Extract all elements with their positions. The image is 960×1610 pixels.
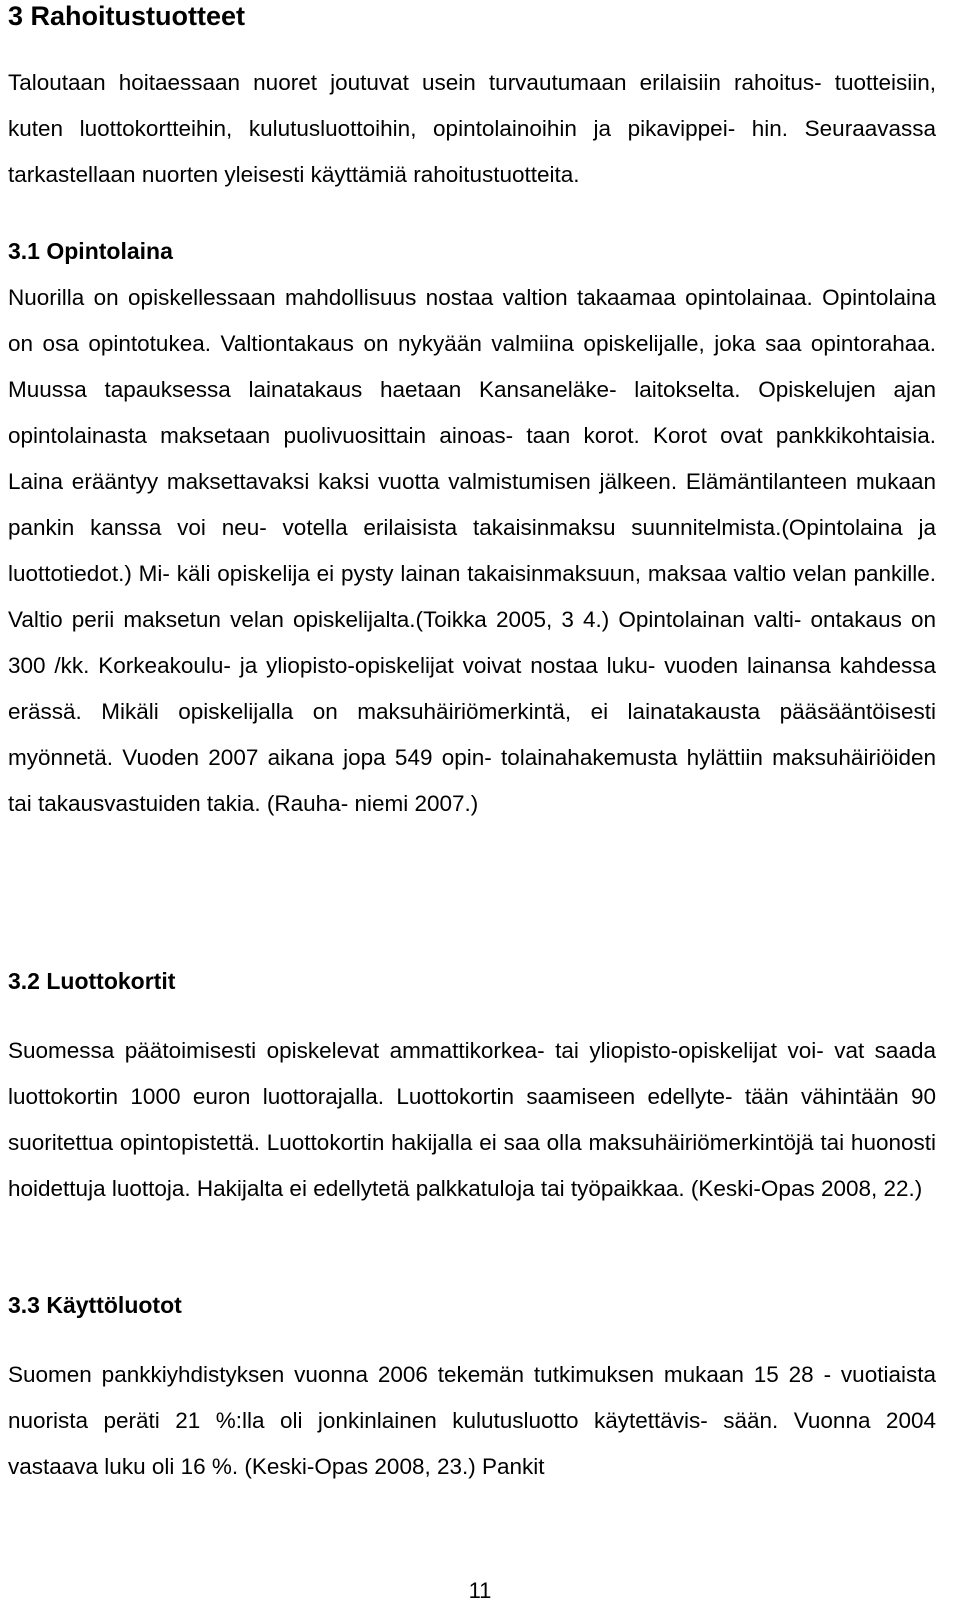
page-number: 11 bbox=[468, 1578, 492, 1603]
paragraph-opintolaina: Nuorilla on opiskellessaan mahdollisuus nostaa valtion takaamaa opintolainaa. Opintolaina on osa opintotukea. Valtiontakaus on nykyään valmiina opiskelijalle, joka saa opintorahaa. Muussa tapauksessa lainatakaus haetaan Kansaneläke- laitokselta. Opiskelujen ajan opintolainasta maksetaan puolivuosittain ainoas- taan korot. Korot ovat pankkikohtaisia. Laina erääntyy maksettavaksi kaksi vuotta valmistumisen jälkeen. Elämäntilanteen mukaan pankin kanssa voi neu- votella erilaisista takaisinmaksu suunnitelmista.(Opintolaina ja luottotiedot.) Mi- käli opiskelija ei pysty lainan takaisinmaksuun, maksaa valtio velan pankille. Valtio perii maksetun velan opiskelijalta.(Toikka 2005, 3 4.) Opintolainan valti- ontakaus on 300 /kk. Korkeakoulu- ja yliopisto-opiskelijat voivat nostaa luku- vuoden lainansa kahdessa erässä. Mikäli opiskelijalla on maksuhäiriömerkintä, ei lainatakausta pääsääntöisesti myönnetä. Vuoden 2007 aikana jopa 549 opin- tolainahakemusta hylättiin maksuhäiriöiden tai takausvastuiden takia. (Rauha- niemi 2007.) bbox=[8, 285, 936, 816]
section-heading: 3 Rahoitustuotteet bbox=[8, 1, 246, 31]
subsection-heading-luottokortit: 3.2 Luottokortit bbox=[8, 968, 176, 994]
intro-paragraph: Taloutaan hoitaessaan nuoret joutuvat usein turvautumaan erilaisiin rahoitus- tuotteisiin, kuten luottokortteihin, kulutusluottoihin, opintolainoihin ja pikavippei- hin. Seuraavassa tarkastellaan nuorten yleisesti käyttämiä rahoitustuotteita. bbox=[8, 70, 936, 187]
subsection-heading-kayttoluotot: 3.3 Käyttöluotot bbox=[8, 1292, 182, 1318]
paragraph-kayttoluotot: Suomen pankkiyhdistyksen vuonna 2006 tekemän tutkimuksen mukaan 15 28 - vuotiaista nuorista peräti 21 %:lla oli jonkinlainen kulutusluotto käytettävis- sään. Vuonna 2004 vastaava luku oli 16 %. (Keski-Opas 2008, 23.) Pankit bbox=[8, 1362, 936, 1479]
subsection-heading-opintolaina: 3.1 Opintolaina bbox=[8, 238, 173, 264]
paragraph-luottokortit: Suomessa päätoimisesti opiskelevat ammattikorkea- tai yliopisto-opiskelijat voi- vat saada luottokortin 1000 euron luottorajalla. Luottokortin saamiseen edellyte- tään vähintään 90 suoritettua opintopistettä. Luottokortin hakijalla ei saa olla maksuhäiriömerkintöjä tai huonosti hoidettuja luottoja. Hakijalta ei edellytetä palkkatuloja tai työpaikkaa. (Keski-Opas 2008, 22.) bbox=[8, 1038, 936, 1201]
